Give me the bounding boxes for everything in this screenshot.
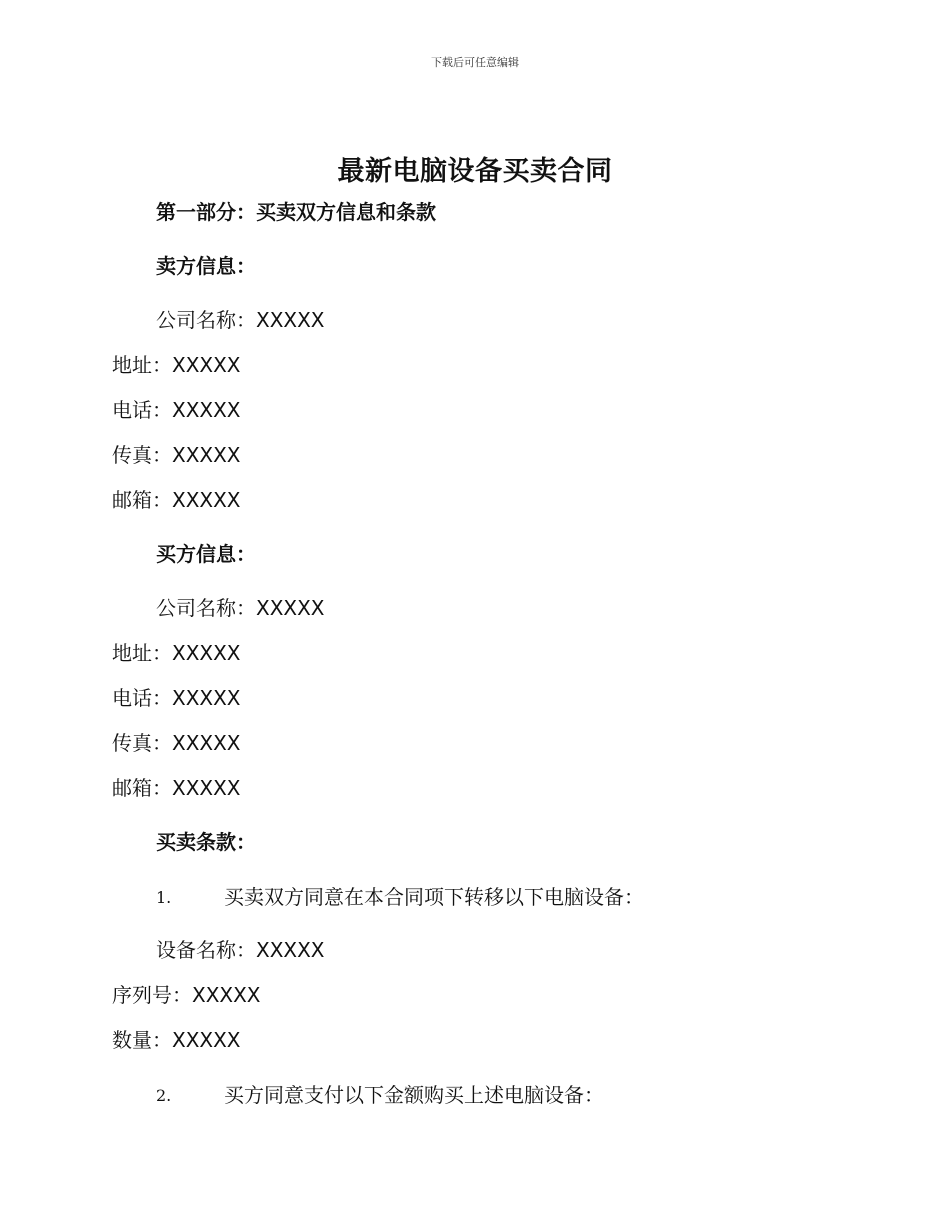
device-serial: 序列号：XXXXX [112, 983, 261, 1007]
seller-email: 邮箱：XXXXX [112, 488, 241, 512]
buyer-fax: 传真：XXXXX [112, 731, 241, 755]
device-name: 设备名称：XXXXX [156, 938, 325, 962]
buyer-company: 公司名称：XXXXX [156, 596, 325, 620]
seller-phone: 电话：XXXXX [112, 398, 241, 422]
seller-company: 公司名称：XXXXX [156, 308, 325, 332]
seller-fax: 传真：XXXXX [112, 443, 241, 467]
buyer-phone: 电话：XXXXX [112, 686, 241, 710]
terms-heading: 买卖条款： [156, 830, 256, 854]
buyer-heading: 买方信息： [156, 542, 256, 566]
document-title: 最新电脑设备买卖合同 [337, 156, 613, 187]
term-item-1-text: 买卖双方同意在本合同项下转移以下电脑设备： [224, 885, 644, 909]
part1-heading: 第一部分：买卖双方信息和条款 [156, 200, 436, 224]
device-quantity: 数量：XXXXX [112, 1028, 241, 1052]
buyer-address: 地址：XXXXX [112, 641, 241, 665]
seller-heading: 卖方信息： [156, 254, 256, 278]
term-item-1-number: 1. [156, 888, 172, 907]
seller-address: 地址：XXXXX [112, 353, 241, 377]
buyer-email: 邮箱：XXXXX [112, 776, 241, 800]
term-item-2-number: 2. [156, 1086, 172, 1105]
header-note: 下载后可任意编辑 [431, 56, 519, 69]
term-item-2-text: 买方同意支付以下金额购买上述电脑设备： [224, 1083, 604, 1107]
